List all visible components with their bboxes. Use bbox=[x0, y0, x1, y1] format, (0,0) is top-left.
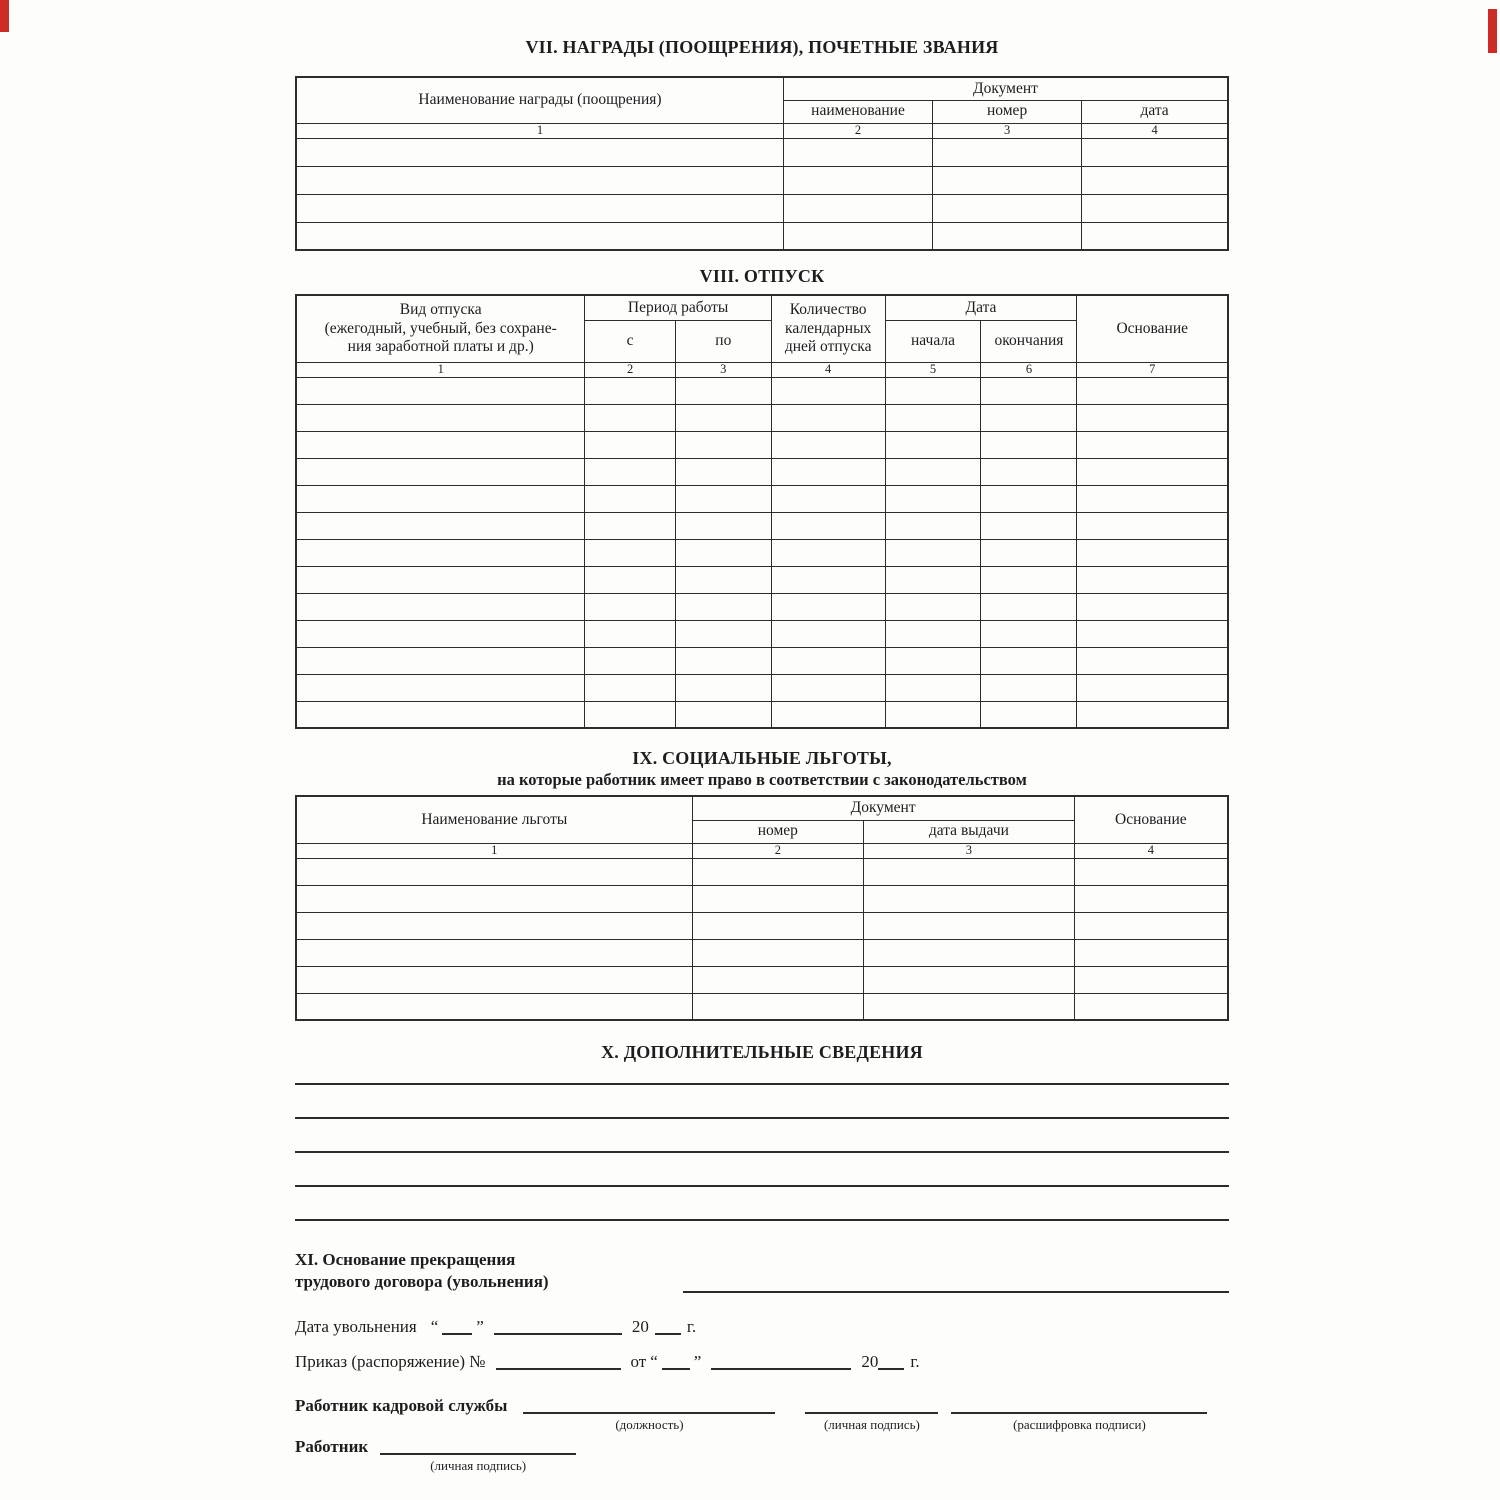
empty-cell bbox=[771, 620, 885, 647]
empty-cell bbox=[296, 404, 585, 431]
employee-signature-line bbox=[380, 1437, 576, 1455]
column-number: 4 bbox=[771, 362, 885, 377]
employee-label: Работник bbox=[295, 1437, 369, 1456]
column-number: 5 bbox=[885, 362, 981, 377]
empty-cell bbox=[1077, 701, 1228, 728]
table-row bbox=[296, 166, 1228, 194]
blank-line bbox=[295, 1187, 1229, 1221]
vacation-type-header bbox=[296, 295, 585, 362]
column-number: 1 bbox=[296, 843, 692, 858]
column-number: 3 bbox=[675, 362, 771, 377]
awards-table bbox=[295, 76, 1229, 251]
empty-cell bbox=[1077, 647, 1228, 674]
empty-cell bbox=[296, 377, 585, 404]
empty-cell bbox=[981, 431, 1077, 458]
empty-cell bbox=[296, 620, 585, 647]
empty-cell bbox=[1082, 138, 1228, 166]
empty-cell bbox=[885, 512, 981, 539]
empty-cell bbox=[296, 194, 783, 222]
empty-cell bbox=[585, 566, 675, 593]
doc-number-header: номер bbox=[692, 820, 863, 843]
table-row bbox=[296, 377, 1228, 404]
empty-cell bbox=[885, 404, 981, 431]
scan-artifact-left bbox=[0, 0, 9, 32]
table-row bbox=[296, 620, 1228, 647]
empty-cell bbox=[981, 674, 1077, 701]
vacation-table bbox=[295, 294, 1229, 729]
empty-cell bbox=[296, 222, 783, 250]
personal-signature-caption: (личная подпись) bbox=[823, 1417, 920, 1432]
empty-cell bbox=[296, 912, 692, 939]
vacation-type-line-3: ния заработной платы и др.) bbox=[347, 337, 534, 355]
dismissal-day-blank bbox=[442, 1321, 472, 1335]
empty-cell bbox=[981, 620, 1077, 647]
empty-cell bbox=[675, 404, 771, 431]
basis-header: Основание bbox=[1074, 796, 1228, 843]
table-row bbox=[296, 458, 1228, 485]
table-row bbox=[296, 539, 1228, 566]
period-to-header: по bbox=[675, 320, 771, 362]
empty-cell bbox=[296, 647, 585, 674]
dismissal-month-blank bbox=[494, 1321, 622, 1335]
section-11-label-line-2: трудового договора (увольнения) bbox=[295, 1272, 549, 1291]
empty-cell bbox=[981, 647, 1077, 674]
empty-cell bbox=[585, 404, 675, 431]
award-name-header: Наименование награды (поощрения) bbox=[296, 77, 783, 123]
column-number: 1 bbox=[296, 123, 783, 138]
empty-cell bbox=[783, 222, 932, 250]
hr-officer-label: Работник кадровой службы bbox=[295, 1396, 508, 1415]
empty-cell bbox=[771, 701, 885, 728]
empty-cell bbox=[864, 885, 1075, 912]
empty-cell bbox=[675, 647, 771, 674]
empty-cell bbox=[783, 138, 932, 166]
table-row bbox=[296, 566, 1228, 593]
empty-cell bbox=[1077, 566, 1228, 593]
empty-cell bbox=[864, 993, 1075, 1020]
empty-cell bbox=[585, 620, 675, 647]
blank-line bbox=[295, 1119, 1229, 1153]
year-suffix: г. bbox=[910, 1352, 920, 1371]
empty-cell bbox=[771, 593, 885, 620]
empty-cell bbox=[675, 593, 771, 620]
section-9-title-line-1: IX. СОЦИАЛЬНЫЕ ЛЬГОТЫ, bbox=[632, 748, 892, 768]
empty-cell bbox=[692, 885, 863, 912]
empty-cell bbox=[692, 993, 863, 1020]
section-8-title: VIII. ОТПУСК bbox=[699, 266, 825, 286]
year-prefix: 20 bbox=[861, 1352, 879, 1371]
column-number: 4 bbox=[1074, 843, 1228, 858]
empty-cell bbox=[675, 620, 771, 647]
transcript-signature-block bbox=[951, 1396, 1207, 1433]
form-content bbox=[295, 0, 1229, 1474]
empty-cell bbox=[885, 647, 981, 674]
table-row bbox=[296, 404, 1228, 431]
empty-cell bbox=[675, 458, 771, 485]
empty-cell bbox=[1077, 485, 1228, 512]
empty-cell bbox=[296, 485, 585, 512]
column-numbers-row bbox=[296, 123, 1228, 138]
empty-cell bbox=[585, 458, 675, 485]
column-number: 3 bbox=[864, 843, 1075, 858]
empty-cell bbox=[885, 701, 981, 728]
open-quote: “ bbox=[430, 1317, 439, 1336]
section-9-title-line-2: на которые работник имеет право в соответствии с законодательством bbox=[497, 770, 1027, 789]
empty-cell bbox=[981, 593, 1077, 620]
personal-signature-block bbox=[805, 1396, 938, 1433]
order-row bbox=[295, 1352, 1229, 1372]
close-quote: ” bbox=[476, 1317, 484, 1336]
empty-cell bbox=[675, 701, 771, 728]
empty-cell bbox=[885, 593, 981, 620]
empty-cell bbox=[1074, 912, 1228, 939]
empty-cell bbox=[1074, 939, 1228, 966]
transcript-caption: (расшифровка подписи) bbox=[1013, 1417, 1146, 1432]
empty-cell bbox=[981, 485, 1077, 512]
table-row bbox=[296, 485, 1228, 512]
position-caption: (должность) bbox=[615, 1417, 684, 1432]
benefit-name-header: Наименование льготы bbox=[296, 796, 692, 843]
empty-cell bbox=[771, 431, 885, 458]
empty-cell bbox=[933, 138, 1082, 166]
blank-line bbox=[295, 1085, 1229, 1119]
order-year-blank bbox=[878, 1356, 904, 1370]
transcript-line bbox=[951, 1396, 1207, 1414]
column-number: 3 bbox=[933, 123, 1082, 138]
table-row bbox=[296, 701, 1228, 728]
personal-signature-line bbox=[805, 1396, 938, 1414]
issue-date-header: дата выдачи bbox=[864, 820, 1075, 843]
empty-cell bbox=[1077, 404, 1228, 431]
empty-cell bbox=[675, 431, 771, 458]
benefits-header-row-1 bbox=[296, 796, 1228, 820]
empty-cell bbox=[771, 566, 885, 593]
empty-cell bbox=[675, 377, 771, 404]
date-end-header: окончания bbox=[981, 320, 1077, 362]
empty-cell bbox=[885, 458, 981, 485]
work-period-header: Период работы bbox=[585, 295, 771, 320]
empty-cell bbox=[771, 404, 885, 431]
table-row bbox=[296, 885, 1228, 912]
empty-cell bbox=[585, 647, 675, 674]
section-11-label-line-1: XI. Основание прекращения bbox=[295, 1250, 516, 1269]
table-row bbox=[296, 939, 1228, 966]
scan-artifact-right bbox=[1488, 9, 1497, 53]
empty-cell bbox=[1077, 512, 1228, 539]
column-numbers-row bbox=[296, 362, 1228, 377]
empty-cell bbox=[296, 885, 692, 912]
year-prefix: 20 bbox=[631, 1317, 649, 1336]
empty-cell bbox=[1077, 539, 1228, 566]
empty-cell bbox=[771, 539, 885, 566]
empty-cell bbox=[675, 512, 771, 539]
date-start-header: начала bbox=[885, 320, 981, 362]
empty-cell bbox=[296, 701, 585, 728]
empty-cell bbox=[981, 458, 1077, 485]
table-row bbox=[296, 593, 1228, 620]
empty-cell bbox=[933, 222, 1082, 250]
benefits-table bbox=[295, 795, 1229, 1021]
empty-cell bbox=[885, 539, 981, 566]
empty-cell bbox=[981, 377, 1077, 404]
empty-cell bbox=[981, 404, 1077, 431]
empty-cell bbox=[692, 939, 863, 966]
column-number: 6 bbox=[981, 362, 1077, 377]
table-row bbox=[296, 858, 1228, 885]
empty-cell bbox=[585, 701, 675, 728]
empty-cell bbox=[783, 166, 932, 194]
table-row bbox=[296, 912, 1228, 939]
empty-cell bbox=[1077, 431, 1228, 458]
empty-cell bbox=[296, 138, 783, 166]
empty-cell bbox=[864, 939, 1075, 966]
doc-number-header: номер bbox=[933, 100, 1082, 123]
empty-cell bbox=[981, 512, 1077, 539]
empty-cell bbox=[885, 431, 981, 458]
empty-cell bbox=[1082, 166, 1228, 194]
empty-cell bbox=[981, 701, 1077, 728]
year-suffix: г. bbox=[686, 1317, 697, 1336]
close-quote: ” bbox=[693, 1352, 702, 1371]
table-row bbox=[296, 194, 1228, 222]
empty-cell bbox=[296, 858, 692, 885]
empty-cell bbox=[585, 512, 675, 539]
empty-cell bbox=[771, 377, 885, 404]
empty-cell bbox=[296, 939, 692, 966]
empty-cell bbox=[296, 166, 783, 194]
termination-basis-line bbox=[683, 1281, 1229, 1293]
vacation-type-line-2: (ежегодный, учебный, без сохране- bbox=[324, 319, 557, 337]
additional-info-lines bbox=[295, 1063, 1229, 1221]
document-header: Документ bbox=[783, 77, 1228, 100]
empty-cell bbox=[585, 593, 675, 620]
awards-header-row-1 bbox=[296, 77, 1228, 100]
empty-cell bbox=[933, 194, 1082, 222]
table-row bbox=[296, 512, 1228, 539]
section-11-basis-row bbox=[295, 1249, 1229, 1293]
empty-cell bbox=[585, 539, 675, 566]
empty-cell bbox=[864, 912, 1075, 939]
position-line bbox=[523, 1396, 775, 1414]
empty-cell bbox=[296, 966, 692, 993]
empty-cell bbox=[981, 566, 1077, 593]
table-row bbox=[296, 674, 1228, 701]
table-row bbox=[296, 966, 1228, 993]
empty-cell bbox=[771, 485, 885, 512]
empty-cell bbox=[585, 674, 675, 701]
empty-cell bbox=[296, 431, 585, 458]
empty-cell bbox=[771, 458, 885, 485]
empty-cell bbox=[885, 485, 981, 512]
column-numbers-row bbox=[296, 843, 1228, 858]
employee-signature-caption: (личная подпись) bbox=[430, 1458, 527, 1473]
section-7-title: VII. НАГРАДЫ (ПООЩРЕНИЯ), ПОЧЕТНЫЕ ЗВАНИЯ bbox=[525, 37, 999, 57]
empty-cell bbox=[675, 485, 771, 512]
table-row bbox=[296, 431, 1228, 458]
empty-cell bbox=[1077, 593, 1228, 620]
empty-cell bbox=[1077, 620, 1228, 647]
order-number-blank bbox=[496, 1356, 621, 1370]
empty-cell bbox=[692, 966, 863, 993]
dismissal-date-label: Дата увольнения bbox=[295, 1317, 417, 1336]
empty-cell bbox=[585, 485, 675, 512]
empty-cell bbox=[296, 539, 585, 566]
period-from-header: с bbox=[585, 320, 675, 362]
empty-cell bbox=[675, 539, 771, 566]
empty-cell bbox=[1077, 458, 1228, 485]
empty-cell bbox=[864, 858, 1075, 885]
empty-cell bbox=[692, 912, 863, 939]
column-number: 2 bbox=[585, 362, 675, 377]
empty-cell bbox=[771, 512, 885, 539]
dismissal-date-row bbox=[295, 1317, 1229, 1337]
column-number: 7 bbox=[1077, 362, 1228, 377]
document-header: Документ bbox=[692, 796, 1074, 820]
empty-cell bbox=[1074, 993, 1228, 1020]
section-11-label bbox=[295, 1249, 611, 1293]
employee-signature-row bbox=[295, 1437, 1229, 1474]
column-number: 4 bbox=[1082, 123, 1228, 138]
column-number: 2 bbox=[783, 123, 932, 138]
table-row bbox=[296, 222, 1228, 250]
order-day-blank bbox=[662, 1356, 690, 1370]
empty-cell bbox=[585, 431, 675, 458]
empty-cell bbox=[885, 620, 981, 647]
empty-cell bbox=[675, 566, 771, 593]
empty-cell bbox=[1077, 674, 1228, 701]
empty-cell bbox=[296, 566, 585, 593]
empty-cell bbox=[692, 858, 863, 885]
empty-cell bbox=[585, 377, 675, 404]
vacation-type-line-1: Вид отпуска bbox=[399, 301, 482, 319]
empty-cell bbox=[1074, 966, 1228, 993]
empty-cell bbox=[933, 166, 1082, 194]
section-10-title: X. ДОПОЛНИТЕЛЬНЫЕ СВЕДЕНИЯ bbox=[601, 1042, 923, 1062]
empty-cell bbox=[1074, 885, 1228, 912]
empty-cell bbox=[885, 674, 981, 701]
position-signature-block bbox=[523, 1396, 775, 1433]
column-number: 2 bbox=[692, 843, 863, 858]
hr-signature-row bbox=[295, 1396, 1229, 1433]
empty-cell bbox=[296, 674, 585, 701]
empty-cell bbox=[864, 966, 1075, 993]
order-month-blank bbox=[711, 1356, 851, 1370]
employee-signature-block bbox=[380, 1437, 576, 1474]
empty-cell bbox=[885, 377, 981, 404]
order-label: Приказ (распоряжение) № bbox=[295, 1352, 486, 1371]
empty-cell bbox=[1082, 194, 1228, 222]
table-row bbox=[296, 138, 1228, 166]
vacation-header-row-1 bbox=[296, 295, 1228, 320]
empty-cell bbox=[675, 674, 771, 701]
order-from-label: от bbox=[630, 1352, 647, 1371]
date-header: Дата bbox=[885, 295, 1077, 320]
section-9-title bbox=[295, 747, 1229, 791]
empty-cell bbox=[783, 194, 932, 222]
empty-cell bbox=[771, 674, 885, 701]
basis-header: Основание bbox=[1077, 295, 1228, 362]
blank-line bbox=[295, 1153, 1229, 1187]
empty-cell bbox=[296, 458, 585, 485]
table-row bbox=[296, 993, 1228, 1020]
dismissal-year-blank bbox=[655, 1321, 681, 1335]
column-number: 1 bbox=[296, 362, 585, 377]
doc-name-header: наименование bbox=[783, 100, 932, 123]
doc-date-header: дата bbox=[1082, 100, 1228, 123]
empty-cell bbox=[885, 566, 981, 593]
table-row bbox=[296, 647, 1228, 674]
empty-cell bbox=[981, 539, 1077, 566]
empty-cell bbox=[771, 647, 885, 674]
empty-cell bbox=[296, 512, 585, 539]
empty-cell bbox=[296, 593, 585, 620]
empty-cell bbox=[1082, 222, 1228, 250]
blank-line bbox=[295, 1063, 1229, 1085]
open-quote: “ bbox=[650, 1352, 658, 1371]
calendar-days-header: Количество календарных дней отпуска bbox=[771, 295, 885, 362]
empty-cell bbox=[1077, 377, 1228, 404]
empty-cell bbox=[296, 993, 692, 1020]
empty-cell bbox=[1074, 858, 1228, 885]
